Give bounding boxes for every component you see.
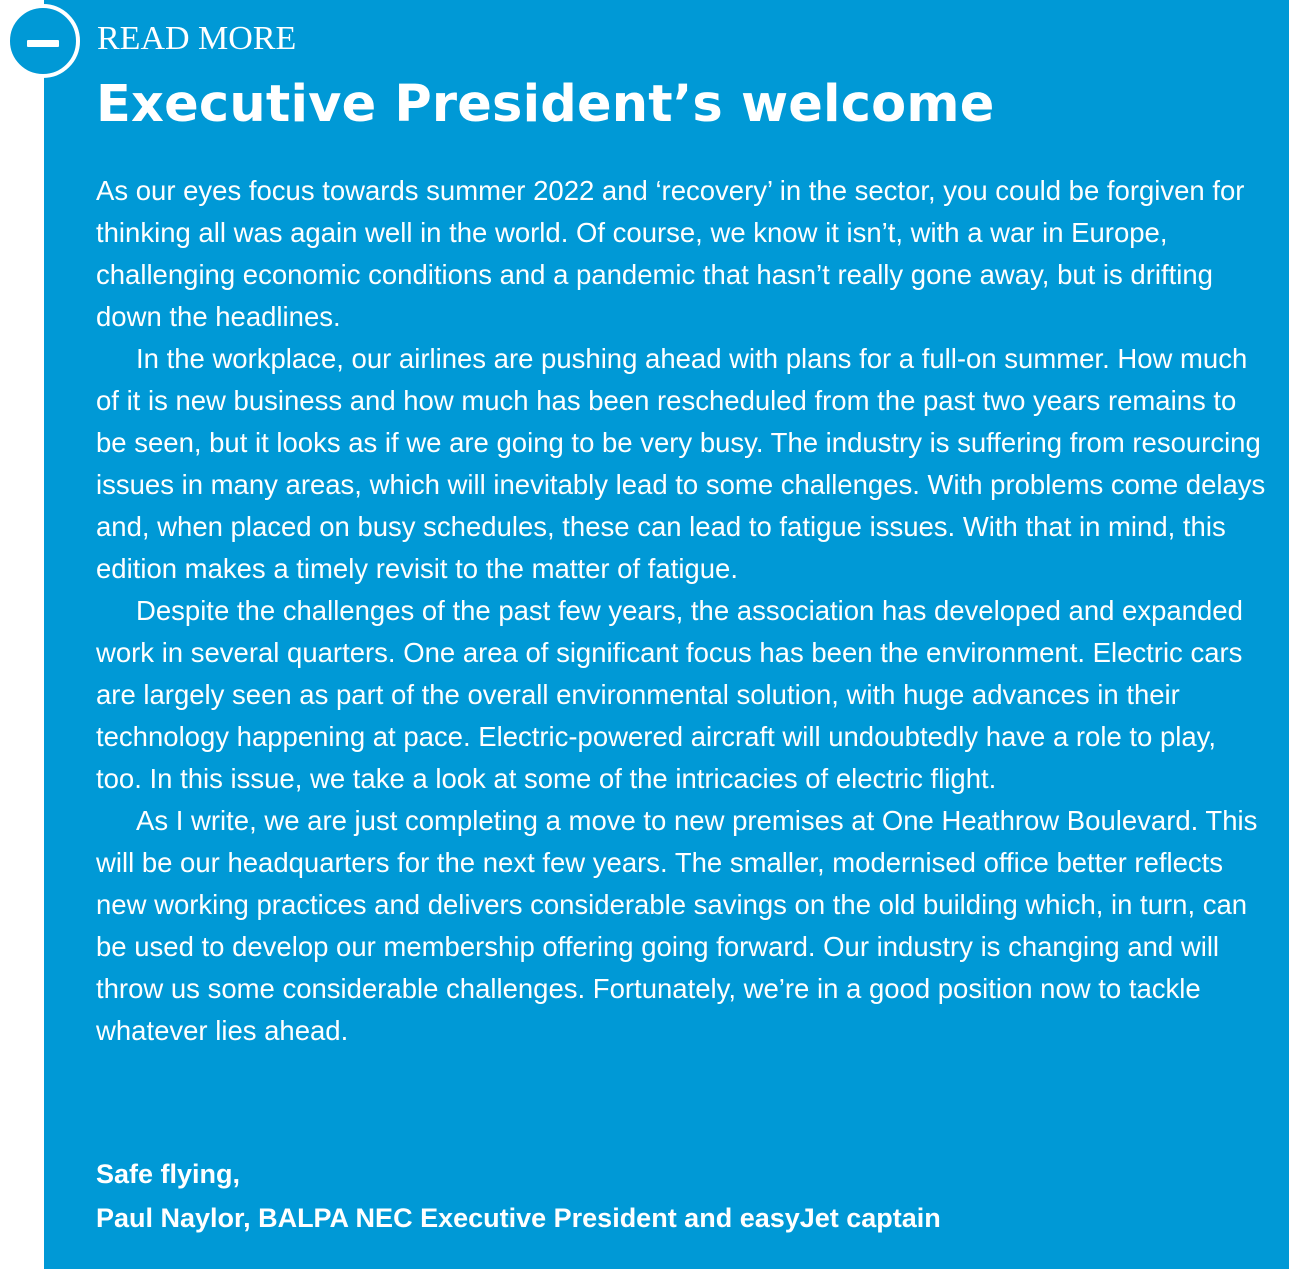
- article-paragraph: In the workplace, our airlines are pushing ahead with plans for a full-on summer. How much of it is new business and how much has been rescheduled from the past two years remains to be seen, but it looks as if we are going to be very busy. The industry is suffering from resourcing issues in many areas, which will inevitably lead to some challenges. With problems come delays and, when placed on busy schedules, these can lead to fatigue issues. With that in mind, this edition makes a timely revisit to the matter of fatigue.: [96, 343, 1266, 584]
- read-more-toggle[interactable]: READ MORE: [97, 20, 297, 57]
- minus-icon: [27, 40, 59, 47]
- article-paragraph: As I write, we are just completing a move to new premises at One Heathrow Boulevard. This will be our headquarters for the next few years. The smaller, modernised office better reflects new working practices and delivers considerable savings on the old building which, in turn, can be used to develop our membership offering going forward. Our industry is changing and will throw us some considerable challenges. Fortunately, we’re in a good position now to tackle whatever lies ahead.: [96, 805, 1258, 1046]
- signoff-line: Safe flying,: [96, 1159, 241, 1189]
- author-signature: Paul Naylor, BALPA NEC Executive President and easyJet captain: [96, 1203, 941, 1233]
- article-paragraph: Despite the challenges of the past few years, the association has developed and expanded work in several quarters. One area of significant focus has been the environment. Electric cars are largely seen as part of the overall environmental solution, with huge advances in their technology happening at pace. Electric-powered aircraft will undoubtedly have a role to play, too. In this issue, we take a look at some of the intricacies of electric flight.: [96, 595, 1243, 794]
- collapse-button[interactable]: [6, 4, 80, 78]
- article-title: Executive President’s welcome: [96, 75, 995, 134]
- article-paragraph: As our eyes focus towards summer 2022 and ‘recovery’ in the sector, you could be forgiven for thinking all was again well in the world. Of course, we know it isn’t, with a war in Europe, challenging economic conditions and a pandemic that hasn’t really gone away, but is drifting down the headlines.: [96, 175, 1245, 332]
- article-body: [96, 170, 1268, 1052]
- signoff-block: [96, 1152, 941, 1240]
